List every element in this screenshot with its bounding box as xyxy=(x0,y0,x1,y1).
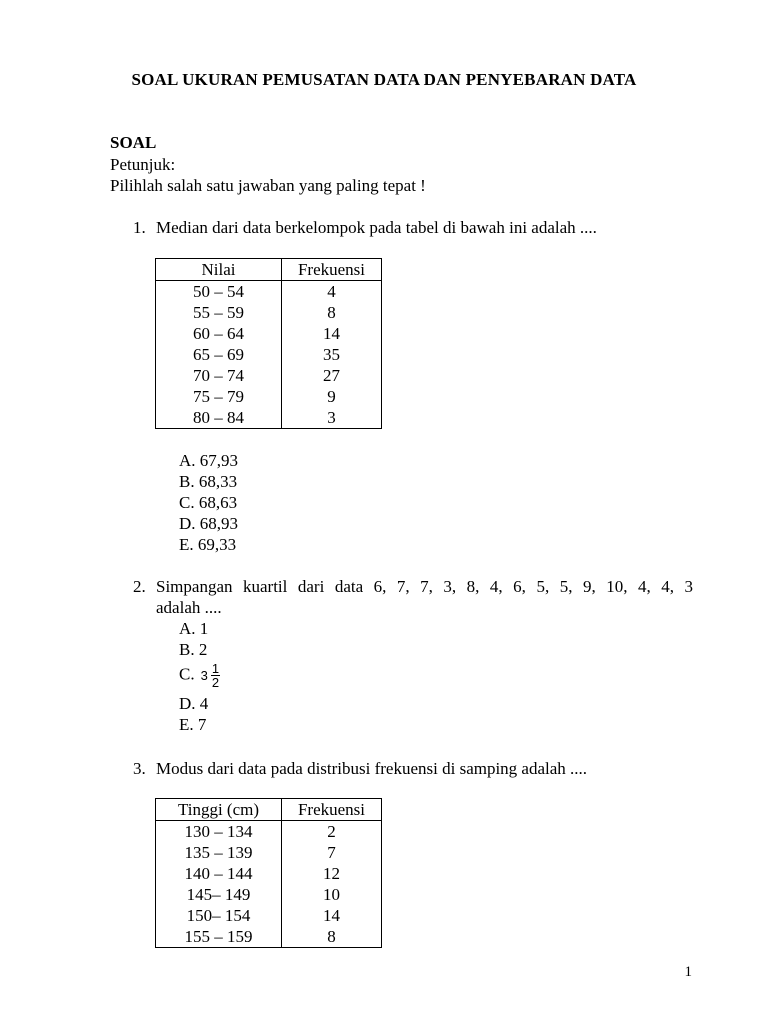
question-1-option-b: B. 68,33 xyxy=(179,472,238,491)
table-cell: 80 – 84 xyxy=(156,407,282,429)
table-cell: 27 xyxy=(323,366,340,385)
table-row xyxy=(156,365,382,386)
table-cell: 70 – 74 xyxy=(156,365,282,386)
table-cell: 65 – 69 xyxy=(156,344,282,365)
question-3-text: Modus dari data pada distribusi frekuensi di samping adalah .... xyxy=(156,759,588,778)
question-3-number: 3. xyxy=(133,759,146,778)
table-cell: 35 xyxy=(323,345,340,364)
table-row xyxy=(156,905,382,926)
table-row xyxy=(156,407,382,429)
table-cell: 130 – 134 xyxy=(156,821,282,843)
table-cell: 75 – 79 xyxy=(156,386,282,407)
page-number: 1 xyxy=(684,964,692,980)
table-cell: 150– 154 xyxy=(156,905,282,926)
table-cell: 4 xyxy=(327,282,336,301)
table-cell: 60 – 64 xyxy=(156,323,282,344)
table-cell: 8 xyxy=(327,303,336,322)
table-row xyxy=(156,302,382,323)
question-1-table xyxy=(155,258,382,429)
table-row xyxy=(156,386,382,407)
question-2-option-c xyxy=(179,662,220,689)
instruction-text: Pilihlah salah satu jawaban yang paling tepat ! xyxy=(110,176,426,195)
table-header-frekuensi: Frekuensi xyxy=(282,259,382,281)
table-cell: 135 – 139 xyxy=(156,842,282,863)
table-row xyxy=(156,281,382,303)
table-cell: 14 xyxy=(323,906,340,925)
table-cell: 14 xyxy=(323,324,340,343)
table-row xyxy=(156,842,382,863)
table-row xyxy=(156,863,382,884)
table-cell: 10 xyxy=(323,885,340,904)
question-2-text-line1: Simpangan kuartil dari data 6, 7, 7, 3, 8, 4, 6, 5, 5, 9, 10, 4, 4, 3 xyxy=(156,577,693,596)
table-cell: 8 xyxy=(327,927,336,946)
option-c-label: C. xyxy=(179,664,195,684)
table-cell: 50 – 54 xyxy=(156,281,282,303)
table-row xyxy=(156,884,382,905)
question-2-number: 2. xyxy=(133,577,146,596)
question-1-option-a: A. 67,93 xyxy=(179,451,239,470)
question-2-text-line2: adalah .... xyxy=(156,598,222,617)
table-header-row xyxy=(156,799,382,821)
table-row xyxy=(156,344,382,365)
table-cell: 155 – 159 xyxy=(156,926,282,948)
table-cell: 7 xyxy=(327,843,336,862)
question-1-option-c: C. 68,63 xyxy=(179,493,238,512)
table-row xyxy=(156,323,382,344)
question-2-option-b: B. 2 xyxy=(179,640,208,659)
table-row xyxy=(156,926,382,948)
table-cell: 9 xyxy=(327,387,336,406)
question-3-table xyxy=(155,798,382,948)
table-cell: 2 xyxy=(327,822,336,841)
question-2-option-a: A. 1 xyxy=(179,619,209,638)
table-header-frekuensi: Frekuensi xyxy=(282,799,382,821)
document-title: SOAL UKURAN PEMUSATAN DATA DAN PENYEBARAN DATA xyxy=(131,70,637,89)
question-2-option-e: E. 7 xyxy=(179,715,207,734)
question-1-option-e: E. 69,33 xyxy=(179,535,237,554)
table-cell: 3 xyxy=(327,408,336,427)
question-1-text: Median dari data berkelompok pada tabel di bawah ini adalah .... xyxy=(156,218,597,237)
question-1-option-d: D. 68,93 xyxy=(179,514,239,533)
question-1-number: 1. xyxy=(133,218,146,237)
question-2-option-d: D. 4 xyxy=(179,694,209,713)
table-cell: 12 xyxy=(323,864,340,883)
table-cell: 140 – 144 xyxy=(156,863,282,884)
table-header-nilai: Nilai xyxy=(156,259,282,281)
fraction xyxy=(211,662,220,689)
table-header-tinggi: Tinggi (cm) xyxy=(156,799,282,821)
fraction-whole: 3 xyxy=(200,668,208,683)
fraction-denominator: 2 xyxy=(211,675,220,690)
section-heading: SOAL xyxy=(110,133,157,152)
instruction-label: Petunjuk: xyxy=(110,155,176,174)
fraction-numerator: 1 xyxy=(211,661,220,676)
table-cell: 145– 149 xyxy=(156,884,282,905)
table-row xyxy=(156,821,382,843)
table-cell: 55 – 59 xyxy=(156,302,282,323)
mixed-fraction xyxy=(201,662,220,689)
table-header-row xyxy=(156,259,382,281)
